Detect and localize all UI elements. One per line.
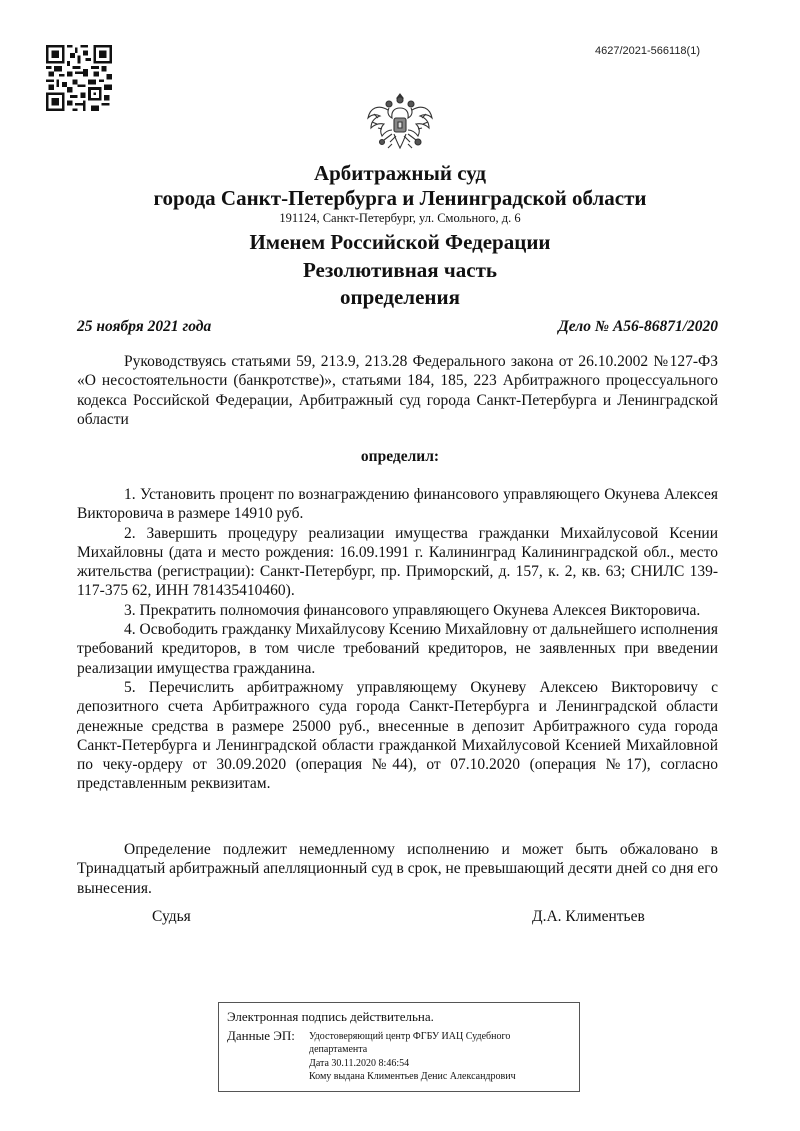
ruling-item: 4. Освободить гражданку Михайлусову Ксению Михайловну от дальнейшего исполнения требований кредиторов, в том числе требований кредиторов, не заявленных при введении реализации имущества гражданина.	[77, 621, 718, 677]
signature-data-row	[227, 1028, 571, 1083]
appeal-paragraph-block	[77, 840, 718, 898]
court-name-line1: Арбитражный суд	[313, 161, 487, 185]
ruling-date: 25 ноября 2021 года	[77, 318, 212, 335]
signature-issuer-line2: департамента	[309, 1044, 368, 1056]
date-case-line	[77, 318, 718, 336]
ruling-item: 1. Установить процент по вознаграждению финансового управляющего Окунева Алексея Викторовича в размере 14910 руб.	[77, 486, 718, 523]
judge-name: Д.А. Климентьев	[532, 908, 645, 925]
resolutive-heading: Резолютивная часть	[302, 258, 497, 282]
ruling-item: 2. Завершить процедуру реализации имущества гражданки Михайлусовой Ксении Михайловны (дата и место рождения: 16.09.1991 г. Калининград Калининградской обл., место жительства (регистрации): Санкт-Петербург, пр. Приморский, д. 157, к. 2, кв. 63; СНИЛС 139-117-375 62, ИНН 781435410460).	[77, 524, 718, 600]
qr-code-icon	[46, 45, 112, 111]
ruling-item: 3. Прекратить полномочия финансового управляющего Окунева Алексея Викторовича.	[124, 601, 701, 619]
signature-data-label: Данные ЭП:	[227, 1028, 295, 1043]
case-number: Дело № А56-86871/2020	[558, 318, 718, 335]
russian-coat-of-arms-icon	[358, 90, 442, 156]
intro-paragraph: Руководствуясь статьями 59, 213.9, 213.28 Федерального закона от 26.10.2002 №127-ФЗ «О несостоятельности (банкротстве)», статьями 184, 185, 223 Арбитражного процессуального кодекса Российской Федерации, Арбитражный суд города Санкт-Петербурга и Ленинградской области	[77, 353, 718, 428]
court-address: 191124, Санкт-Петербург, ул. Смольного, д. 6	[279, 211, 521, 225]
decided-heading: определил:	[360, 448, 440, 465]
court-name-line2: города Санкт-Петербурга и Ленинградской области	[153, 186, 647, 210]
ruling-item: 5. Перечислить арбитражному управляющему Окуневу Алексею Викторовичу с депозитного счета Арбитражного суда города Санкт-Петербурга и Ленинградской области денежные средства в размере 25000 руб., внесенные в депозит Арбитражного суда города Санкт-Петербурга и Ленинградской области гражданкой Михайлусовой Ксенией Михайловной по чеку-ордеру от 30.09.2020 (операция №44), от 07.10.2020 (операция №17), согласно представленным реквизитам.	[77, 678, 718, 793]
ruling-items	[77, 485, 718, 794]
signature-issuer-line1: Удостоверяющий центр ФГБУ ИАЦ Судебного	[309, 1031, 511, 1042]
signature-date: Дата 30.11.2020 8:46:54	[309, 1057, 410, 1069]
electronic-signature-box	[218, 1002, 580, 1092]
signature-valid-text: Электронная подпись действительна.	[227, 1009, 434, 1024]
in-the-name-heading: Именем Российской Федерации	[249, 230, 551, 254]
appeal-paragraph: Определение подлежит немедленному исполнению и может быть обжаловано в Тринадцатый арбитражный апелляционный суд в срок, не превышающий десяти дней со дня его вынесения.	[77, 841, 718, 897]
document-number: 4627/2021-566118(1)	[595, 45, 700, 57]
intro-paragraph-block	[77, 352, 718, 429]
signature-details	[309, 1028, 516, 1083]
judge-title: Судья	[152, 908, 191, 925]
signature-issued-to: Кому выдана Климентьев Денис Александрович	[309, 1070, 516, 1082]
ruling-heading: определения	[340, 285, 460, 309]
court-header	[0, 160, 800, 311]
